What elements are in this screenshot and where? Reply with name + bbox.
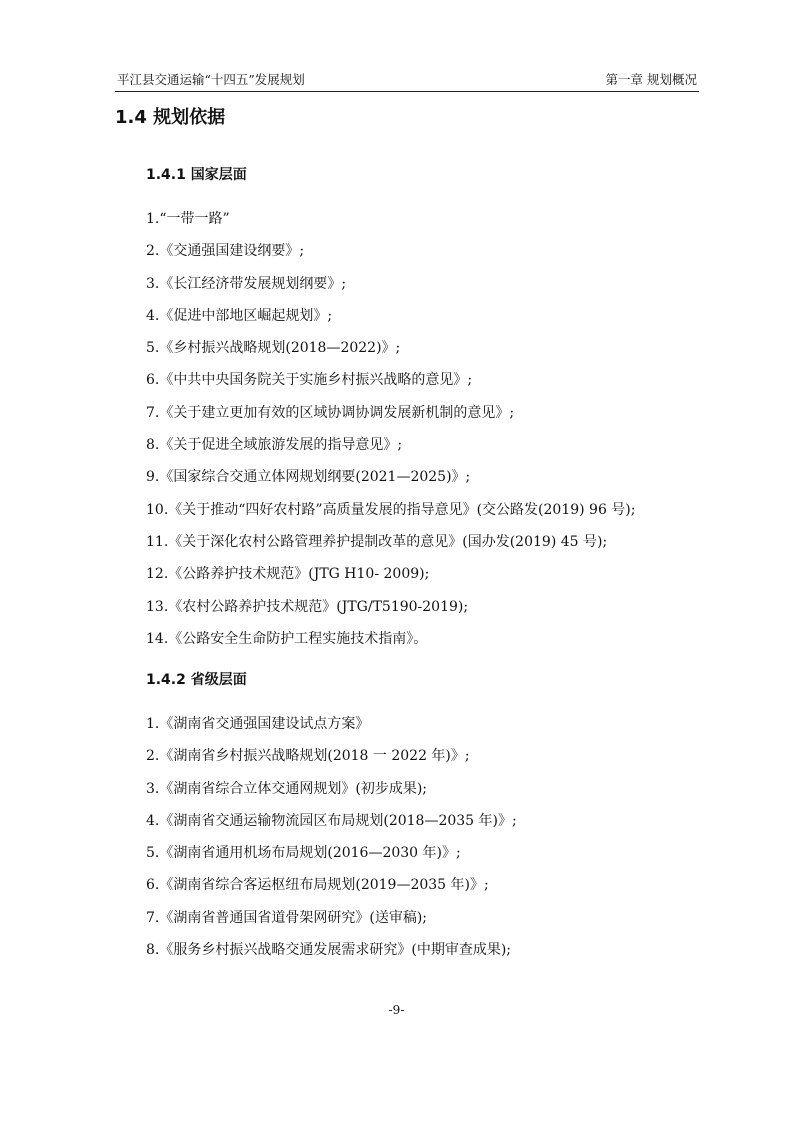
list-item: 12.《公路养护技术规范》(JTG H10- 2009); bbox=[146, 566, 430, 583]
document-title: 平江县交通运输“十四五”发展规划 bbox=[117, 72, 305, 87]
subsection-heading-provincial: 1.4.2 省级层面 bbox=[146, 672, 247, 688]
list-item: 8.《关于促进全域旅游发展的指导意见》; bbox=[146, 437, 403, 454]
list-item: 5.《乡村振兴战略规划(2018—2022)》; bbox=[146, 340, 401, 357]
list-item: 13.《农村公路养护技术规范》(JTG/T5190-2019); bbox=[146, 598, 469, 615]
list-item: 5.《湖南省通用机场布局规划(2016—2030 年)》; bbox=[146, 845, 461, 862]
list-item: 6.《湖南省综合客运枢纽布局规划(2019—2035 年)》; bbox=[146, 877, 489, 894]
provincial-basis-list bbox=[146, 708, 706, 966]
list-item: 7.《湖南省普通国省道骨架网研究》(送审稿); bbox=[146, 909, 427, 926]
list-item: 9.《国家综合交通立体网规划纲要(2021—2025)》; bbox=[146, 469, 471, 486]
section-title: 1.4 规划依据 bbox=[115, 107, 226, 128]
list-item: 4.《促进中部地区崛起规划》; bbox=[146, 307, 333, 324]
list-item: 1.《湖南省交通强国建设试点方案》 bbox=[146, 716, 370, 732]
running-header bbox=[117, 70, 697, 90]
list-item: 2.《湖南省乡村振兴战略规划(2018 一 2022 年)》; bbox=[146, 748, 470, 765]
national-basis-list bbox=[146, 203, 706, 655]
list-item: 11.《关于深化农村公路管理养护提制改革的意见》(国办发(2019) 45 号); bbox=[146, 533, 608, 550]
subsection-heading-national: 1.4.1 国家层面 bbox=[146, 167, 247, 183]
list-item: 1.“一带一路” bbox=[146, 211, 230, 227]
list-item: 8.《服务乡村振兴战略交通发展需求研究》(中期审查成果); bbox=[146, 942, 511, 959]
list-item: 10.《关于推动“四好农村路”高质量发展的指导意见》(交公路发(2019) 96 号); bbox=[146, 501, 636, 518]
list-item: 3.《长江经济带发展规划纲要》; bbox=[146, 275, 347, 292]
list-item: 14.《公路安全生命防护工程实施技术指南》。 bbox=[146, 630, 428, 647]
list-item: 3.《湖南省综合立体交通网规划》(初步成果); bbox=[146, 780, 427, 797]
page-number: -9- bbox=[388, 1003, 405, 1017]
list-item: 7.《关于建立更加有效的区域协调协调发展新机制的意见》; bbox=[146, 404, 515, 421]
list-item: 4.《湖南省交通运输物流园区布局规划(2018—2035 年)》; bbox=[146, 812, 517, 829]
chapter-title: 第一章 规划概况 bbox=[605, 72, 697, 87]
list-item: 2.《交通强国建设纲要》; bbox=[146, 243, 305, 260]
list-item: 6.《中共中央国务院关于实施乡村振兴战略的意见》; bbox=[146, 372, 473, 389]
header-divider bbox=[115, 91, 699, 92]
